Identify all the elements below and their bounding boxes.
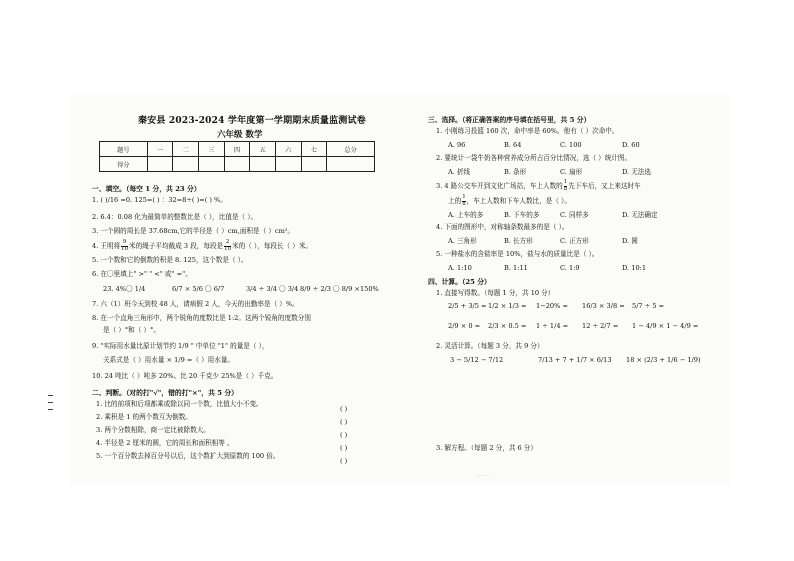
s4-sub1: 1. 直接写得数。（每题 1 分，共 10 分） [436, 289, 555, 297]
s3-q2: 2. 要统计一袋牛奶各种营养成分所占百分比情况，选（ ）统计图。 [436, 154, 632, 162]
fraction: $\frac{2}{10}$ [224, 239, 231, 252]
score-header-cell: 题号 [100, 142, 148, 157]
s3-q4: 4. 下面的图形中，对称轴条数最多的是（ ）。 [436, 223, 569, 231]
s3-q5: 5. 一种盐水的含盐率是 10%，盐与水的质量比是（ ）。 [436, 250, 599, 258]
s1-q3: 3. 一个圆的周长是 37.68cm,它的半径是（ ）cm,面积是（ ）cm²。 [92, 227, 295, 235]
binding-mark [48, 402, 53, 403]
calc-item: 18 × (2/3 + 1/6 − 1/9) [626, 356, 701, 364]
calc-item: 12 ÷ 2/7 = [582, 322, 619, 330]
s1-q9: 9. "实际用水量比原计划节约 1/9 " 中单位 "1" 的量是（ ）， [92, 342, 269, 350]
s3-option: A. 96 [448, 141, 466, 149]
s4-sub2: 2. 灵活计算。（每题 3 分，共 9 分） [436, 342, 544, 350]
s2-item: 3. 两个分数相除，商一定比被除数大。 [96, 426, 210, 434]
score-header-cell: 四 [224, 142, 250, 157]
s2-item: 2. 乘积是 1 的两个数互为倒数。 [96, 413, 192, 421]
answer-paren[interactable]: ( ) [340, 405, 348, 413]
section1-heading: 一、填空。（每空 1 分，共 23 分） [92, 185, 201, 193]
footer-stamp: ………… [475, 472, 491, 477]
calc-item: 2/5 + 3/5 = [448, 302, 487, 310]
calc-item: 7/13 + 7 + 1/7 × 6/13 [538, 356, 612, 364]
s1-q6-item: 6/7 × 5/6 〇 6/7 [172, 285, 225, 293]
exam-title: 秦安县 2023-2024 学年度第一学期期末质量监测试卷 [138, 116, 366, 126]
s3-option: D. 无法确定 [622, 211, 658, 219]
s2-item: 1. 比的前项和后项都乘或除以同一个数，比值大小不变。 [96, 400, 263, 408]
s3-option: B. 下车的多 [504, 211, 540, 219]
calc-item: 3 − 5/12 − 7/12 [450, 356, 504, 364]
s3-option: C. 正方形 [560, 237, 589, 245]
s1-q10: 10. 24 吨比（ ）吨多 20%。比 20 千克少 25%是（ ）千克。 [92, 372, 278, 380]
score-header-cell: 二 [173, 142, 199, 157]
section4-heading: 四、计算。（25 分） [428, 278, 491, 286]
s1-q5: 5. 一个数和它的倒数的积是 8. 125，这个数是（ ）。 [92, 256, 248, 264]
s3-option: D. 圆 [622, 237, 638, 245]
calc-item: 16/3 × 3/8 = [582, 302, 625, 310]
binding-mark [48, 409, 53, 410]
s2-item: 4. 半径是 2 厘米的圆，它的周长和面积相等 。 [96, 439, 234, 447]
s1-q2: 2. 6.4：0.08 化为最简单的整数比是（ ），比值是（ ）。 [92, 213, 258, 221]
s3-option: D. 60 [622, 141, 640, 149]
calc-item: 2/3 × 0.5 = [488, 322, 527, 330]
s3-q3-cont: 上的 $\frac{1}{8}$ ，车上人数和下车人数比，是（ ）。 [448, 194, 571, 207]
s1-q6-item: 23. 4%〇 1/4 [103, 285, 146, 293]
s1-q7: 7. 六（1）班今天到校 48 人，请病假 2 人，今天的出勤率是（ ）%。 [92, 300, 299, 308]
s3-option: B. 条形 [504, 168, 527, 176]
answer-paren[interactable]: ( ) [340, 418, 348, 426]
answer-paren[interactable]: ( ) [340, 444, 348, 452]
score-cell[interactable] [275, 157, 301, 172]
score-header-cell: 三 [199, 142, 225, 157]
score-header-cell: 一 [147, 142, 173, 157]
score-header-cell: 五 [250, 142, 276, 157]
fraction: $\frac{1}{8}$ [563, 179, 568, 192]
s1-q6-item: 8/9 ÷ 2/3 〇 8/9 ×150% [300, 285, 379, 293]
s1-q8: 8. 在一个直角三角形中，两个锐角的度数比是 1:2。这两个锐角的度数分别 [92, 314, 311, 322]
score-cell[interactable] [199, 157, 225, 172]
s3-option: C. 同样多 [560, 211, 589, 219]
s1-q4-text: 米的绳子平均截成 3 段，每段是 [129, 242, 224, 251]
score-cell[interactable] [224, 157, 250, 172]
score-header-cell: 七 [301, 142, 327, 157]
score-cell[interactable] [301, 157, 327, 172]
s3-option: D. 无法选 [622, 168, 652, 176]
fraction: $\frac{9}{10}$ [121, 239, 129, 252]
score-cell[interactable] [250, 157, 276, 172]
score-header-cell: 总分 [327, 142, 375, 157]
s1-q8-cont: 是（ ）°和（ ）°。 [103, 326, 160, 334]
answer-paren[interactable]: ( ) [340, 431, 348, 439]
s1-q6-item: 3/4 ÷ 3/4 〇 3/4 [246, 285, 299, 293]
section3-heading: 三、选择。（将正确答案的序号填在括号里，共 5 分） [428, 116, 591, 124]
s3-option: B. 1:11 [504, 264, 528, 272]
s3-option: A. 三角形 [448, 237, 477, 245]
section2-heading: 二、判断。（对的打"√"，错的打"×"，共 5 分） [92, 389, 238, 397]
s3-option: B. 64 [504, 141, 522, 149]
s3-option: B. 长方形 [504, 237, 533, 245]
score-table [99, 141, 375, 172]
s3-option: C. 扇形 [560, 168, 583, 176]
s1-q4 [92, 240, 312, 252]
score-cell[interactable] [147, 157, 173, 172]
calc-item: 1/2 × 1/3 = [488, 302, 527, 310]
calc-item: 5/7 ÷ 5 = [632, 302, 665, 310]
s3-q3: 3. 4 路公交车开到文化广场站，车上人数的 $\frac{1}{8}$ 先下车后，又上来这时车 [436, 179, 641, 192]
s1-q4-text: 4. 王明将 [92, 242, 121, 251]
score-cell[interactable] [327, 157, 375, 172]
score-row-label: 得分 [100, 157, 148, 172]
fraction: $\frac{1}{8}$ [462, 194, 466, 207]
s1-q1: 1. ( )/16 =0. 125=( ) ：32=8÷( )=( ) %。 [92, 196, 227, 204]
s3-option: C. 100 [560, 141, 582, 149]
calc-item: 1−20% = [536, 302, 568, 310]
s4-sub3: 3. 解方程。（每题 2 分，共 6 分） [436, 444, 537, 452]
s3-option: D. 10:1 [622, 264, 647, 272]
answer-paren[interactable]: ( ) [340, 457, 348, 465]
calc-item: 1 − 4/9 × 1 − 4/9 = [632, 322, 699, 330]
s3-option: A. 1:10 [448, 264, 472, 272]
s3-option: A. 上车的多 [448, 211, 484, 219]
s1-q4-text: 米的（ ），每段长（ ）米。 [232, 242, 313, 251]
s3-q1: 1. 小刚练习投篮 160 次，命中率是 60%。他有（ ）次命中。 [436, 127, 619, 135]
calc-item: 2/9 × 0 = [448, 322, 481, 330]
score-header-cell: 六 [275, 142, 301, 157]
score-cell[interactable] [173, 157, 199, 172]
s1-q9-cont: 关系式是（ ）用水量 × 1/9 =（ ）用水量。 [103, 356, 235, 364]
s3-option: A. 折线 [448, 168, 471, 176]
calc-item: 1 ÷ 1/4 = [536, 322, 569, 330]
binding-mark [48, 395, 53, 396]
s3-option: C. 1:9 [560, 264, 580, 272]
s1-q6: 6. 在〇里填上" >" " <" 或" ="。 [92, 270, 192, 278]
exam-subtitle: 六年级 数学 [217, 130, 263, 140]
s2-item: 5. 一个百分数去掉百分号以后，这个数扩大到原数的 100 倍。 [96, 452, 280, 460]
